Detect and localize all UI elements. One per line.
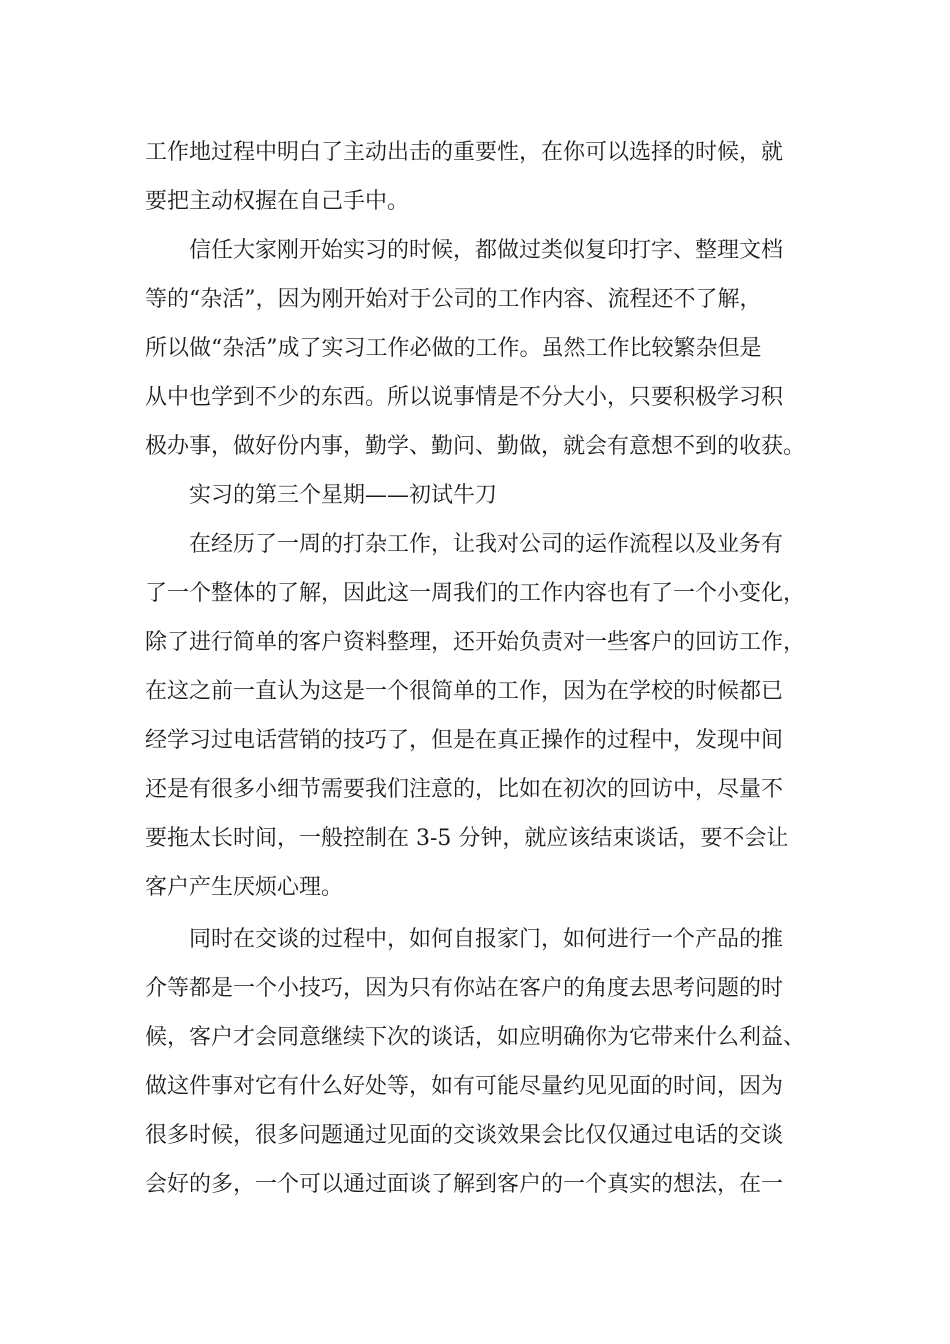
text-line: 客户产生厌烦心理。 bbox=[145, 875, 344, 900]
text-line: 除了进行简单的客户资料整理，还开始负责对一些客户的回访工作， bbox=[145, 630, 806, 655]
text-line: 要把主动权握在自己手中。 bbox=[145, 189, 410, 214]
text-line: 要拖太长时间，一般控制在 3-5 分钟，就应该结束谈话，要不会让 bbox=[145, 826, 789, 851]
text-line: 从中也学到不少的东西。所以说事情是不分大小，只要积极学习积 bbox=[145, 385, 784, 410]
text-line: 做这件事对它有什么好处等，如有可能尽量约见见面的时间，因为 bbox=[145, 1074, 784, 1099]
text-line: 同时在交谈的过程中，如何自报家门，如何进行一个产品的推 bbox=[189, 927, 784, 952]
text-line: 很多时候，很多问题通过见面的交谈效果会比仅仅通过电话的交谈 bbox=[145, 1123, 784, 1148]
text-line: 会好的多，一个可以通过面谈了解到客户的一个真实的想法，在一 bbox=[145, 1172, 784, 1197]
text-line: 还是有很多小细节需要我们注意的，比如在初次的回访中，尽量不 bbox=[145, 777, 784, 802]
text-line: 工作地过程中明白了主动出击的重要性，在你可以选择的时候，就 bbox=[145, 140, 784, 165]
text-line: 在经历了一周的打杂工作，让我对公司的运作流程以及业务有 bbox=[189, 532, 784, 557]
text-line: 介等都是一个小技巧，因为只有你站在客户的角度去思考问题的时 bbox=[145, 976, 784, 1001]
text-line: 了一个整体的了解，因此这一周我们的工作内容也有了一个小变化， bbox=[145, 581, 806, 606]
text-line: 经学习过电话营销的技巧了，但是在真正操作的过程中，发现中间 bbox=[145, 728, 784, 753]
text-line: 在这之前一直认为这是一个很简单的工作，因为在学校的时候都已 bbox=[145, 679, 784, 704]
text-line: 所以做“杂活”成了实习工作必做的工作。虽然工作比较繁杂但是 bbox=[145, 336, 762, 361]
text-line: 极办事，做好份内事，勤学、勤问、勤做，就会有意想不到的收获。 bbox=[145, 434, 806, 459]
text-line: 候，客户才会同意继续下次的谈话，如应明确你为它带来什么利益、 bbox=[145, 1025, 806, 1050]
text-line: 信任大家刚开始实习的时候，都做过类似复印打字、整理文档 bbox=[189, 238, 784, 263]
text-line: 等的“杂活”，因为刚开始对于公司的工作内容、流程还不了解， bbox=[145, 287, 762, 312]
document-body bbox=[145, 128, 817, 1209]
section-heading: 实习的第三个星期——初试牛刀 bbox=[189, 483, 498, 508]
